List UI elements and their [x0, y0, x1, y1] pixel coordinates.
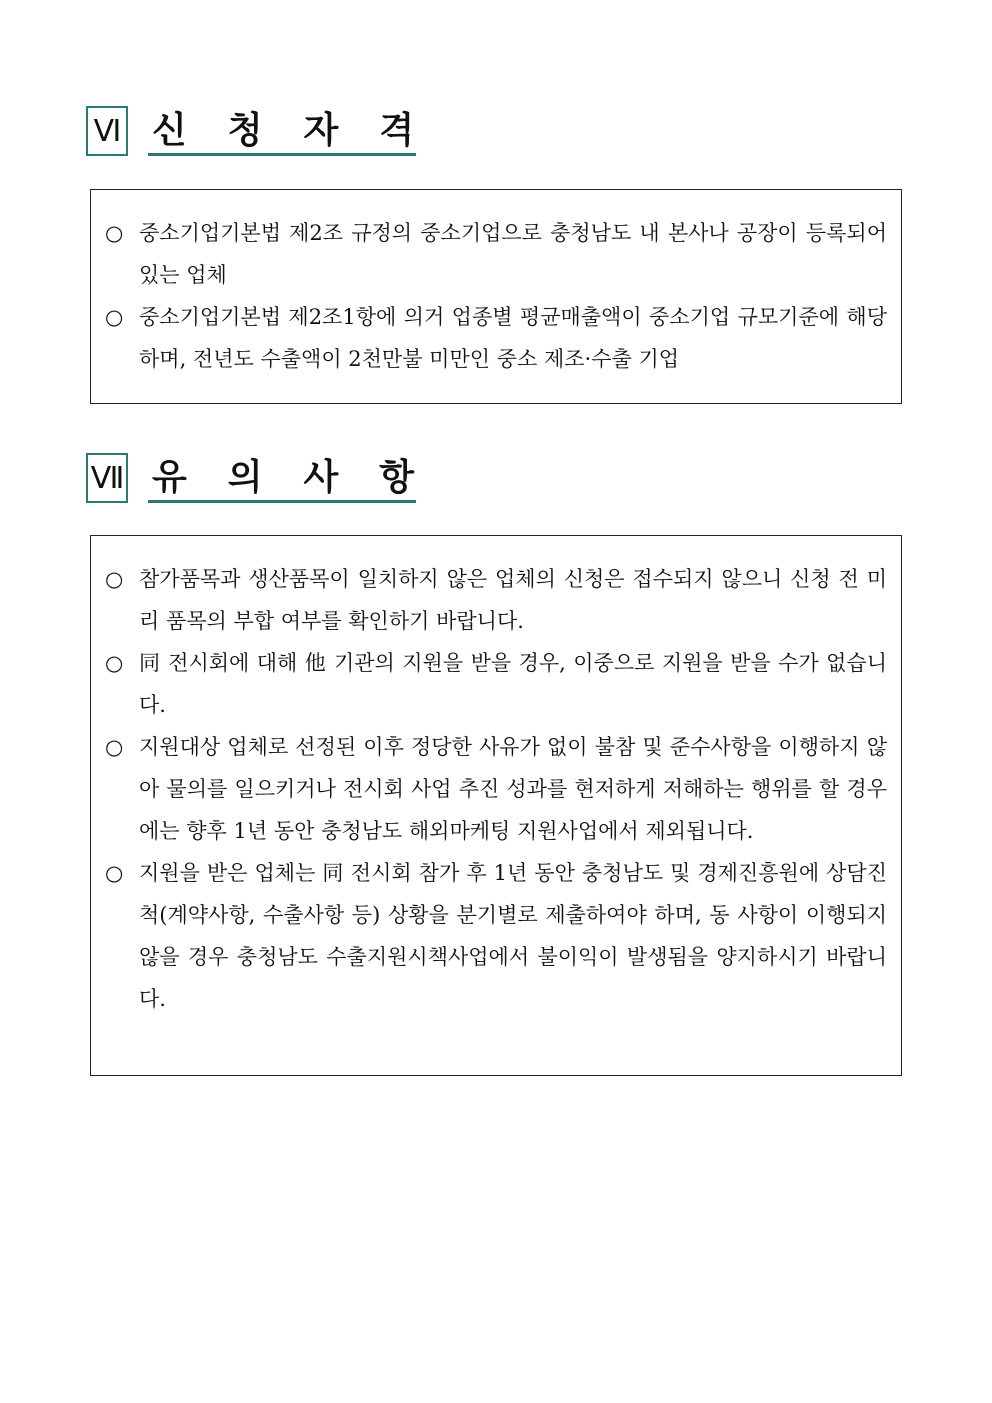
circle-bullet-icon: ○ — [105, 221, 124, 245]
title-char: 신 — [152, 110, 187, 151]
list-item — [105, 852, 887, 1020]
section-heading-eligibility — [86, 106, 418, 160]
item-text: 同 전시회에 대해 他 기관의 지원을 받을 경우, 이중으로 지원을 받을 수가 없습니다. — [139, 651, 887, 717]
title-char: 의 — [227, 457, 263, 498]
list-item — [105, 726, 887, 852]
section-title-notes — [148, 453, 416, 503]
section-number-7: Ⅶ — [86, 453, 128, 503]
section-heading-notes — [86, 453, 418, 507]
item-text: 참가품목과 생산품목이 일치하지 않은 업체의 신청은 접수되지 않으니 신청 전 미리 품목의 부합 여부를 확인하기 바랍니다. — [139, 567, 887, 633]
list-item — [105, 558, 887, 642]
list-item — [105, 212, 887, 296]
circle-bullet-icon: ○ — [105, 861, 124, 885]
circle-bullet-icon: ○ — [105, 305, 124, 329]
title-char: 유 — [152, 457, 187, 498]
eligibility-box — [90, 189, 902, 404]
notes-box — [90, 535, 902, 1076]
item-text: 중소기업기본법 제2조 규정의 중소기업으로 충청남도 내 본사나 공장이 등록되어 있는 업체 — [139, 221, 887, 287]
title-char: 격 — [379, 110, 414, 151]
circle-bullet-icon: ○ — [105, 567, 124, 591]
title-char: 청 — [227, 110, 263, 151]
item-text: 중소기업기본법 제2조1항에 의거 업종별 평균매출액이 중소기업 규모기준에 해당하며, 전년도 수출액이 2천만불 미만인 중소 제조·수출 기업 — [139, 305, 887, 371]
section-title-eligibility — [148, 106, 416, 156]
list-item — [105, 642, 887, 726]
title-char: 사 — [303, 457, 339, 498]
item-text: 지원대상 업체로 선정된 이후 정당한 사유가 없이 불참 및 준수사항을 이행하지 않아 물의를 일으키거나 전시회 사업 추진 성과를 현저하게 저해하는 행위를 할 경우에는 향후 1년 동안 충청남도 해외마케팅 지원사업에서 제외됩니다. — [139, 735, 887, 843]
title-char: 자 — [303, 110, 339, 151]
section-number-6: Ⅵ — [86, 106, 128, 156]
circle-bullet-icon: ○ — [105, 651, 124, 675]
title-char: 항 — [379, 457, 414, 498]
circle-bullet-icon: ○ — [105, 735, 124, 759]
list-item — [105, 296, 887, 380]
item-text: 지원을 받은 업체는 同 전시회 참가 후 1년 동안 충청남도 및 경제진흥원에 상담진척(계약사항, 수출사항 등) 상황을 분기별로 제출하여야 하며, 동 사항이 이행되지 않을 경우 충청남도 수출지원시책사업에서 불이익이 발생됨을 양지하시기 바랍니다. — [139, 861, 887, 1011]
